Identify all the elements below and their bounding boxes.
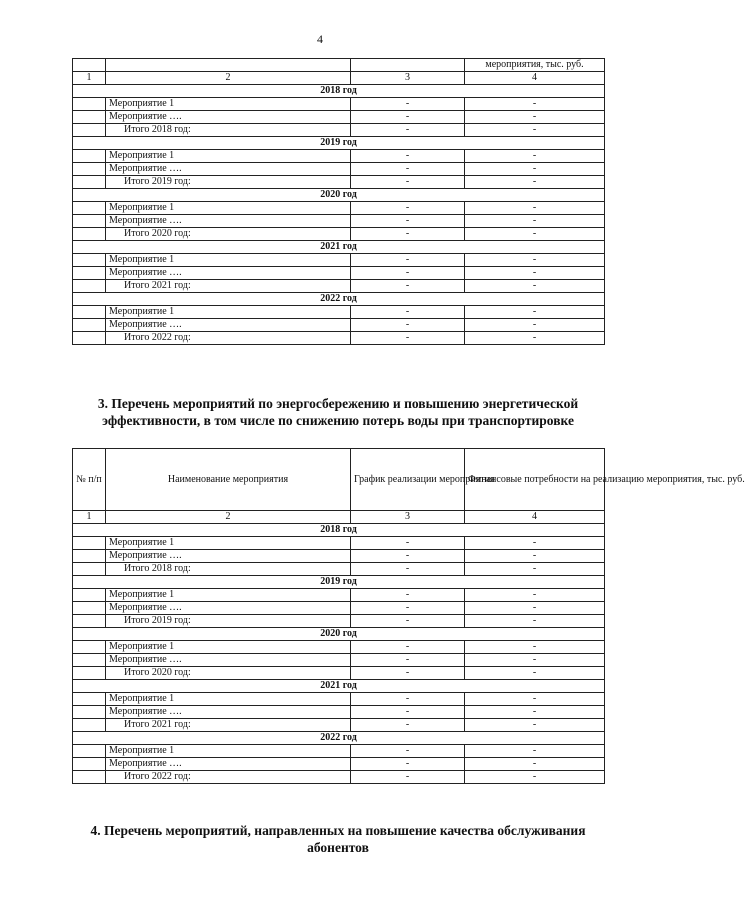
fin-cell: - xyxy=(465,667,605,680)
header-cell-num xyxy=(73,59,106,72)
schedule-cell: - xyxy=(351,306,465,319)
name-cell: Мероприятие 1 xyxy=(106,641,351,654)
year-row xyxy=(73,137,605,150)
schedule-cell: - xyxy=(351,111,465,124)
name-cell: Мероприятие 1 xyxy=(106,150,351,163)
year-label: 2021 год xyxy=(73,241,605,254)
table-header-row xyxy=(73,449,605,511)
year-label: 2020 год xyxy=(73,189,605,202)
year-label: 2022 год xyxy=(73,293,605,306)
schedule-cell: - xyxy=(351,202,465,215)
year-row xyxy=(73,85,605,98)
schedule-cell: - xyxy=(351,641,465,654)
row-number-cell xyxy=(73,319,106,332)
year-row xyxy=(73,524,605,537)
fin-cell: - xyxy=(465,319,605,332)
name-cell: Мероприятие 1 xyxy=(106,693,351,706)
row-number-cell xyxy=(73,215,106,228)
year-label: 2019 год xyxy=(73,576,605,589)
table-row xyxy=(73,745,605,758)
table-header-row xyxy=(73,59,605,72)
fin-cell: - xyxy=(465,615,605,628)
row-number-cell xyxy=(73,202,106,215)
year-label: 2022 год xyxy=(73,732,605,745)
fin-cell: - xyxy=(465,202,605,215)
header-cell-fin: мероприятия, тыс. руб. xyxy=(465,59,605,72)
energy-saving-events-table xyxy=(72,448,745,784)
total-row xyxy=(73,280,605,293)
year-label: 2021 год xyxy=(73,680,605,693)
schedule-cell: - xyxy=(351,215,465,228)
fin-cell: - xyxy=(465,98,605,111)
year-row xyxy=(73,576,605,589)
schedule-cell: - xyxy=(351,280,465,293)
year-label: 2019 год xyxy=(73,137,605,150)
table-row xyxy=(73,537,605,550)
name-cell: Мероприятие …. xyxy=(106,654,351,667)
fin-cell: - xyxy=(465,111,605,124)
table-row xyxy=(73,654,605,667)
schedule-cell: - xyxy=(351,163,465,176)
row-number-cell xyxy=(73,563,106,576)
schedule-cell: - xyxy=(351,537,465,550)
fin-cell: - xyxy=(465,654,605,667)
column-index: 4 xyxy=(465,511,605,524)
table-row xyxy=(73,306,605,319)
header-cell-name: Наименование мероприятия xyxy=(106,449,351,511)
fin-cell: - xyxy=(465,602,605,615)
row-number-cell xyxy=(73,124,106,137)
column-index: 2 xyxy=(106,72,351,85)
header-cell-name xyxy=(106,59,351,72)
row-number-cell xyxy=(73,589,106,602)
row-number-cell xyxy=(73,163,106,176)
row-number-cell xyxy=(73,111,106,124)
header-cell-num: № п/п xyxy=(73,449,106,511)
name-cell: Итого 2021 год: xyxy=(106,719,351,732)
year-row xyxy=(73,293,605,306)
fin-cell: - xyxy=(465,589,605,602)
schedule-cell: - xyxy=(351,150,465,163)
row-number-cell xyxy=(73,693,106,706)
table-row xyxy=(73,641,605,654)
schedule-cell: - xyxy=(351,98,465,111)
name-cell: Мероприятие 1 xyxy=(106,98,351,111)
fin-cell: - xyxy=(465,163,605,176)
name-cell: Мероприятие 1 xyxy=(106,537,351,550)
schedule-cell: - xyxy=(351,758,465,771)
fin-cell: - xyxy=(465,693,605,706)
row-number-cell xyxy=(73,267,106,280)
name-cell: Мероприятие 1 xyxy=(106,306,351,319)
table-row xyxy=(73,602,605,615)
schedule-cell: - xyxy=(351,228,465,241)
row-number-cell xyxy=(73,667,106,680)
schedule-cell: - xyxy=(351,332,465,345)
table-row xyxy=(73,150,605,163)
schedule-cell: - xyxy=(351,267,465,280)
schedule-cell: - xyxy=(351,771,465,784)
section-3-heading: 3. Перечень мероприятий по энергосбережению и повышению энергетической эффективности, в том числе по снижению потерь воды при транспортировке xyxy=(97,396,579,428)
column-index: 3 xyxy=(351,511,465,524)
fin-cell: - xyxy=(465,758,605,771)
total-row xyxy=(73,563,605,576)
row-number-cell xyxy=(73,537,106,550)
schedule-cell: - xyxy=(351,654,465,667)
year-label: 2018 год xyxy=(73,524,605,537)
name-cell: Итого 2019 год: xyxy=(106,615,351,628)
name-cell: Мероприятие …. xyxy=(106,706,351,719)
name-cell: Мероприятие …. xyxy=(106,111,351,124)
fin-cell: - xyxy=(465,719,605,732)
page-number: 4 xyxy=(317,32,323,46)
fin-cell: - xyxy=(465,771,605,784)
name-cell: Итого 2022 год: xyxy=(106,332,351,345)
table-row xyxy=(73,693,605,706)
row-number-cell xyxy=(73,641,106,654)
fin-cell: - xyxy=(465,124,605,137)
fin-cell: - xyxy=(465,641,605,654)
fin-cell: - xyxy=(465,745,605,758)
row-number-cell xyxy=(73,706,106,719)
column-index: 1 xyxy=(73,72,106,85)
row-number-cell xyxy=(73,306,106,319)
fin-cell: - xyxy=(465,150,605,163)
row-number-cell xyxy=(73,254,106,267)
name-cell: Итого 2018 год: xyxy=(106,124,351,137)
total-row xyxy=(73,124,605,137)
table-row xyxy=(73,550,605,563)
year-row xyxy=(73,680,605,693)
name-cell: Итого 2020 год: xyxy=(106,228,351,241)
row-number-cell xyxy=(73,758,106,771)
table-row xyxy=(73,706,605,719)
fin-cell: - xyxy=(465,228,605,241)
table-row xyxy=(73,758,605,771)
row-number-cell xyxy=(73,771,106,784)
table-row xyxy=(73,254,605,267)
name-cell: Мероприятие …. xyxy=(106,215,351,228)
fin-cell: - xyxy=(465,280,605,293)
fin-cell: - xyxy=(465,563,605,576)
schedule-cell: - xyxy=(351,563,465,576)
table-row xyxy=(73,111,605,124)
header-cell-fin: Финансовые потребности на реализацию мероприятия, тыс. руб. xyxy=(465,449,605,511)
name-cell: Итого 2021 год: xyxy=(106,280,351,293)
total-row xyxy=(73,228,605,241)
name-cell: Мероприятие …. xyxy=(106,602,351,615)
schedule-cell: - xyxy=(351,719,465,732)
row-number-cell xyxy=(73,176,106,189)
row-number-cell xyxy=(73,615,106,628)
fin-cell: - xyxy=(465,267,605,280)
column-index: 1 xyxy=(73,511,106,524)
total-row xyxy=(73,615,605,628)
schedule-cell: - xyxy=(351,589,465,602)
total-row xyxy=(73,332,605,345)
total-row xyxy=(73,771,605,784)
row-number-cell xyxy=(73,280,106,293)
year-row xyxy=(73,628,605,641)
row-number-cell xyxy=(73,654,106,667)
column-index: 4 xyxy=(465,72,605,85)
events-table-continued xyxy=(72,58,605,345)
row-number-cell xyxy=(73,228,106,241)
fin-cell: - xyxy=(465,254,605,267)
fin-cell: - xyxy=(465,706,605,719)
schedule-cell: - xyxy=(351,667,465,680)
table-row xyxy=(73,98,605,111)
schedule-cell: - xyxy=(351,602,465,615)
column-index: 2 xyxy=(106,511,351,524)
name-cell: Мероприятие 1 xyxy=(106,254,351,267)
fin-cell: - xyxy=(465,537,605,550)
year-row xyxy=(73,732,605,745)
row-number-cell xyxy=(73,745,106,758)
table-row xyxy=(73,589,605,602)
column-index-row xyxy=(73,72,605,85)
year-label: 2020 год xyxy=(73,628,605,641)
schedule-cell: - xyxy=(351,706,465,719)
name-cell: Мероприятие …. xyxy=(106,550,351,563)
total-row xyxy=(73,719,605,732)
name-cell: Мероприятие …. xyxy=(106,267,351,280)
name-cell: Итого 2018 год: xyxy=(106,563,351,576)
fin-cell: - xyxy=(465,306,605,319)
schedule-cell: - xyxy=(351,550,465,563)
name-cell: Мероприятие 1 xyxy=(106,589,351,602)
row-number-cell xyxy=(73,602,106,615)
schedule-cell: - xyxy=(351,254,465,267)
name-cell: Итого 2020 год: xyxy=(106,667,351,680)
table-row xyxy=(73,319,605,332)
name-cell: Мероприятие …. xyxy=(106,163,351,176)
year-label: 2018 год xyxy=(73,85,605,98)
row-number-cell xyxy=(73,332,106,345)
name-cell: Мероприятие …. xyxy=(106,758,351,771)
year-row xyxy=(73,241,605,254)
schedule-cell: - xyxy=(351,745,465,758)
fin-cell: - xyxy=(465,332,605,345)
schedule-cell: - xyxy=(351,693,465,706)
header-cell-schedule xyxy=(351,59,465,72)
table-row xyxy=(73,202,605,215)
column-index-row xyxy=(73,511,605,524)
year-row xyxy=(73,189,605,202)
header-cell-schedule: График реализации мероприятия xyxy=(351,449,465,511)
schedule-cell: - xyxy=(351,615,465,628)
total-row xyxy=(73,667,605,680)
schedule-cell: - xyxy=(351,319,465,332)
table-row xyxy=(73,267,605,280)
schedule-cell: - xyxy=(351,124,465,137)
table-row xyxy=(73,163,605,176)
fin-cell: - xyxy=(465,215,605,228)
row-number-cell xyxy=(73,150,106,163)
table-row xyxy=(73,215,605,228)
fin-cell: - xyxy=(465,550,605,563)
total-row xyxy=(73,176,605,189)
column-index: 3 xyxy=(351,72,465,85)
name-cell: Итого 2022 год: xyxy=(106,771,351,784)
row-number-cell xyxy=(73,550,106,563)
name-cell: Мероприятие 1 xyxy=(106,745,351,758)
row-number-cell xyxy=(73,98,106,111)
name-cell: Итого 2019 год: xyxy=(106,176,351,189)
section-4-heading: 4. Перечень мероприятий, направленных на повышение качества обслуживания абонентов xyxy=(90,823,586,855)
schedule-cell: - xyxy=(351,176,465,189)
name-cell: Мероприятие …. xyxy=(106,319,351,332)
row-number-cell xyxy=(73,719,106,732)
fin-cell: - xyxy=(465,176,605,189)
name-cell: Мероприятие 1 xyxy=(106,202,351,215)
